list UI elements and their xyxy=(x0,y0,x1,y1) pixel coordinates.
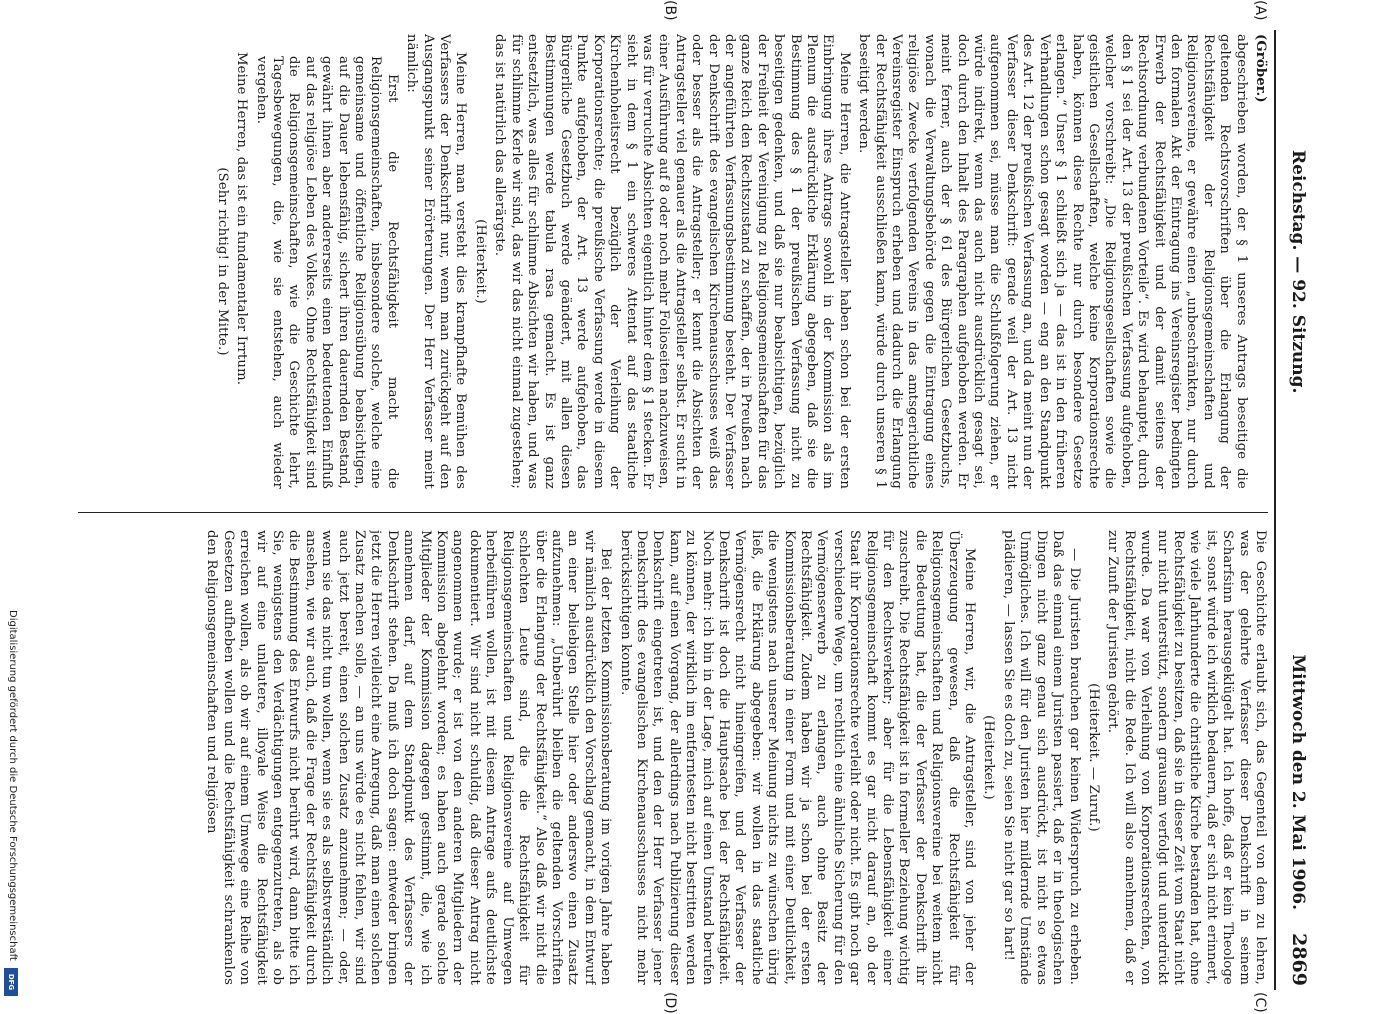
digitization-credit xyxy=(4,610,20,990)
column-divider xyxy=(78,512,1268,513)
paragraph: Die Geschichte erlaubt sich, das Gegenteil von dem zu lehren, was der gelehrte Verfasser dieser Denkschrift in seinem Scharfsinn herausgeklügelt hat. Ich hoffe, daß er kein Theologe ist, sonst würde ich wirklich bedauern, daß er sich nicht erinnert, wie viele Jahrhunderte die christliche Kirche bestanden hat, ohne Rechtsfähigkeit zu besitzen, daß sie in dieser Zeit vom Staat nicht nur nicht unterstützt, sondern grausam verfolgt und unterdrückt wurde. Da war von Verleihung von Korporationsrechten, von Rechtsfähigkeit, nicht die Rede. Ich will also annehmen, daß er zur Zunft der Juristen gehört. xyxy=(1105,530,1268,985)
credit-text: Digitalisierung gefördert durch die Deutsche Forschungsgemeinschaft xyxy=(7,610,18,961)
paragraph: Meine Herren, das ist ein fundamentaler Irrtum. xyxy=(234,52,250,386)
text-columns xyxy=(78,0,1268,1014)
stage-direction: (Heiterkeit.) xyxy=(472,219,488,304)
paragraph: Bei der letzten Kommissionsberatung im vorigen Jahre haben wir nämlich ausdrücklich den Vorschlag gemacht, in dem Entwurf an einer beliebigen Stelle hier oder anderswo einen Zusatz aufzunehmen: „Unberührt bleiben die geltenden Vorschriften über die Erlangung der Rechtsfähigkeit.“ Also daß wir nicht die schlechten Leute sind, die die Rechtsfähigkeit für Religionsgemeinschaften und Religionsvereine auf Umwegen herbeiführen wollen, ist mit diesem Antrage aufs deutlichste dokumentiert. Wir sind nicht schuldig, daß dieser Antrag nicht angenommen wurde; er ist von den anderen Mitgliedern der Kommission abgelehnt worden; es haben auch gerade solche Mitglieder der Kommission dagegen gestimmt, die, wie ich annehmen darf, auf dem Standpunkt des Verfassers der Denkschrift stehen. Da muß ich doch sagen: entweder bringen jetzt die Herren vielleicht eine Anregung, daß man einen solchen Zusatz machen solle, — an uns würde es nicht fehlen, wir sind auch jetzt bereit, einen solchen Zusatz anzunehmen; — oder, wenn sie das nicht tun wollen, wenn sie es als selbstverständlich ansehen, wie wir auch, daß die Frage der Rechtsfähigkeit durch die Bestimmung des Entwurfs nicht berührt wird, dann bitte ich Sie, wenigstens den Verdächtigungen entgegenzutreten, als ob wir auf eine unlautere, illoyale Weise die Rechtsfähigkeit erreichen wollen, als ob wir auf einem Umwege eine Reihe von Gesetzen aufheben wollen und die Rechtsfähigkeit schrankenlos den Religionsgemeinschaften und religiösen xyxy=(204,530,614,985)
stage-direction: (Heiterkeit.) xyxy=(981,715,997,800)
stage-direction: (Sehr richtig! in der Mitte.) xyxy=(214,167,230,356)
margin-letter-d: (D) xyxy=(662,992,678,1014)
page-header xyxy=(1274,30,1320,990)
margin-letter-c: (C) xyxy=(1252,992,1268,1013)
speaker-name: (Gröber.) xyxy=(1253,34,1268,103)
paragraph: — Die Juristen brauchen gar keinen Widerspruch zu erheben. Daß das einmal einem Juristen passiert, daß er in theologischen Dingen nicht ganz genau sich ausdrückt, ist nicht so etwas Unmögliches. Ich will für den Juristen hier mildernde Umstände plädieren, — lassen Sie es doch zu, seien Sie nicht gar so hart! xyxy=(1000,530,1082,985)
logo-text: DFG xyxy=(7,973,15,991)
dfg-logo-icon xyxy=(4,968,18,996)
paragraph: Meine Herren, die Antragsteller haben schon bei der ersten Einbringung ihres Antrags sowohl in der Kommission als im Plenum die ausdrückliche Erklärung abgegeben, daß sie die Bestimmung des § 1 der preußischen Verfassung nicht zu beseitigen gedenken, und daß sie nur beabsichtigen, bezüglich der Freiheit der Vereinigung zu Religionsgemeinschaften für das ganze Reich den Rechtszustand zu schaffen, der in Preußen nach der angeführten Verfassungsbestimmung besteht. Der Verfasser der Denkschrift des evangelischen Kirchenausschusses weiß das oder besser als die Antragsteller; er kennt die Absichten der Antragsteller viel genauer als die Antragsteller selbst. Er sucht in einer Ausführung auf 8 oder noch mehr Folioseiten nachzuweisen, was für verruchte Absichten eigentlich hinter dem § 1 stecken. Er sieht in dem § 1 ein schweres Attentat auf das staatliche Kirchenhoheitsrecht bezüglich der Verleihung der Korporationsrechte; die preußische Verfassung werde in diesem Punkte aufgehoben, der Art. 13 werde aufgehoben, das Bürgerliche Gesetzbuch werde geändert, mit allen diesen Bestimmungen werde tabula rasa gemacht. Es ist ganz entsetzlich, was alles für schlimme Absichten wir haben, und was für schlimme Kerle wir sind, das wir das nicht einmal zugestehen; das ist natürlich das allerärgste. xyxy=(492,34,852,489)
paragraph: Meine Herren, wir, die Antragsteller, sind von jeher der Überzeugung gewesen, daß die Rechtsfähigkeit für Religionsgemeinschaften und Religionsvereine bei weitem nicht die Bedeutung hat, die der Verfasser der Denkschrift ihr zuschreibt. Die Rechtsfähigkeit ist in formeller Beziehung wichtig für den Rechtsverkehr; aber für die Lebensfähigkeit einer Religionsgemeinschaft kommt es gar nicht darauf an, ob der Staat ihr Korporationsrechte verleiht oder nicht. Es gibt noch gar verschiedene Wege, um rechtlich eine ähnliche Sicherung für den Vermögenserwerb zu erlangen, auch ohne Besitz der Rechtsfähigkeit. Zudem haben wir ja schon bei der ersten Kommissionsberatung in einer Form und mit einer Deutlichkeit, die wenigstens nach unserer Meinung nichts zu wünschen übrig ließ, die Erklärung abgegeben: wir wollen in das staatliche Vermögensrecht nicht hineingreifen, und der Verfasser der Denkschrift ist doch die Hauptsache bei der Rechtsfähigkeit. Noch mehr: ich bin in der Lage, mich auf einen Umstand berufen zu können, der wirklich im entferntesten nicht bestritten werden kann, auf einen Vorgang, der allerdings nach Publizierung dieser Denkschrift eingetreten ist, und den der Herr Verfasser jener Denkschrift des evangelischen Kirchenausschusses nicht mehr berücksichtigen konnte. xyxy=(617,530,978,985)
margin-letter-a: (A) xyxy=(1252,0,1268,21)
newspaper-page xyxy=(60,0,1320,1014)
paragraph: Meine Herren, man versteht dies krampfhafte Bemühen des Verfassers der Denkschrift nur, wenn man zurückgeht auf den Ausgangspunkt seiner Erörterungen. Der Herr Verfasser meint nämlich: xyxy=(404,34,469,489)
margin-letter-b: (B) xyxy=(662,0,678,21)
left-column xyxy=(78,34,1268,489)
header-title-right: Mittwoch den 2. Mai 1906. xyxy=(1288,654,1308,910)
stage-direction: (Heiterkeit. — Zuruf.) xyxy=(1085,683,1101,832)
page-number: 2869 xyxy=(1288,933,1310,986)
quotation: Erst die Rechtsfähigkeit macht die Religionsgemeinschaften, insbesondere solche, welche eine gemeinsame und öffentliche Religionsübung beabsichtigen, auf die Dauer lebensfähig, sichert ihren dauernden Bestand, gewährt ihnen aber andererseits einen bedeutenden Einfluß auf das religiöse Leben des Volkes. Ohne Rechtsfähigkeit sind die Religionsgemeinschaften, wie die Geschichte lehrt, Tagesbewegungen, die, wie sie entstehen, auch wieder vergehen. xyxy=(253,56,400,489)
right-column xyxy=(78,530,1268,985)
paragraph: abgeschrieben worden, der § 1 unseres Antrags beseitige die geltenden Rechtsvorschriften über die Erlangung der Rechtsfähigkeit der Religionsgemeinschaften und Religionsvereine, er gewähre einen „unbeschränkten, nur durch den formalen Akt der Eintragung ins Vereinsregister bedingten Erwerb der Rechtsfähigkeit und der damit seitens der Rechtsordnung verbundenen Vorteile“. Es wird behauptet, durch den § 1 sei der Art. 13 der preußischen Verfassung aufgehoben, welcher vorschreibt: „Die Religionsgesellschaften sowie die geistlichen Gesellschaften, welche keine Korporationsrechte haben, können diese Rechte nur durch besondere Gesetze erlangen.“ Unser § 1 schließt sich ja — das ist in den früheren Verhandlungen schon gesagt worden — eng an den Standpunkt des Art. 12 der preußischen Verfassung an, und da meint nun der Verfasser dieser Denkschrift: gerade weil der Art. 13 nicht aufgenommen sei, müsse man die Schlußfolgerung ziehen, er würde indirekt, wenn das auch nicht ausdrücklich gesagt sei, doch durch den Inhalt des Paragraphen aufgehoben werden. Er meint ferner, auch der § 61 des Bürgerlichen Gesetzbuchs, wonach die Verwaltungsbehörde gegen die Eintragung eines religiöse Zwecke verfolgenden Vereins in das amtsgerichtliche Vereinsregister Einspruch erheben und dadurch die Erlangung der Rechtsfähigkeit ausschließen kann, würde durch unseren § 1 beseitigt werden. xyxy=(856,34,1249,489)
header-title-left: Reichstag. — 92. Sitzung. xyxy=(1288,150,1308,394)
